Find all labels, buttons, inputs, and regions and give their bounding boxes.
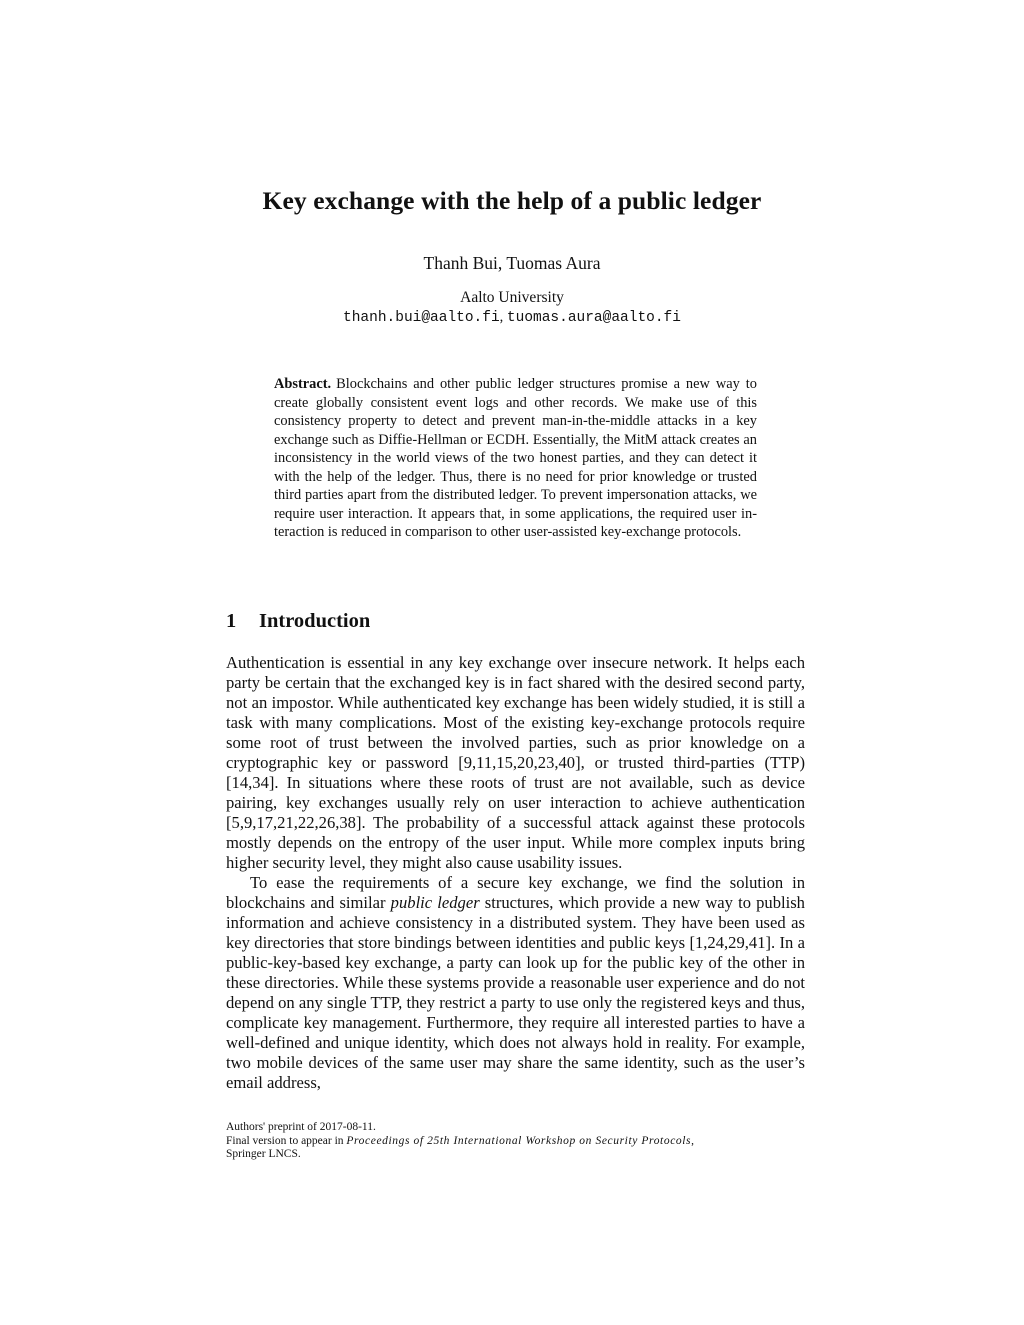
abstract xyxy=(274,375,757,542)
footnote-line-1: Authors' preprint of 2017-08-11. xyxy=(226,1121,376,1133)
footnote-line-2-start: Final version to appear in xyxy=(226,1134,347,1147)
paper-title: Key exchange with the help of a public ledger xyxy=(262,186,762,215)
email-separator: , xyxy=(499,309,507,325)
footnote-line-2 xyxy=(226,1135,805,1149)
author-emails xyxy=(0,309,1024,326)
footnote-venue: Proceedings of 25th International Workshop on Security Protocols xyxy=(346,1134,692,1147)
body-text xyxy=(226,653,805,1093)
section-heading xyxy=(226,610,370,633)
email-link-2[interactable]: tuomas.aura@aalto.fi xyxy=(506,310,681,326)
section-title: Introduction xyxy=(259,610,371,632)
abstract-text: Blockchains and other public ledger structures promise a new way to create globally consistent event logs and other records. We make use of this consistency property to detect and prevent man-in-the-middle attacks in a key exchange such as Diffie-Hellman or ECDH. Essentially, the MitM attack creates an inconsistency in the world views of the two honest parties, and they can detect it with the help of the ledger. Thus, there is no need for prior knowledge or trusted third parties apart from the distributed ledger. To prevent impersonation attacks, we require user interaction. It appears that, in some applications, the required user interaction is reduced in comparison to other user-assisted key-exchange protocols. xyxy=(274,376,757,540)
paragraph-2-rest: structures, which provide a new way to publish information and achieve consistency in a distributed system. They have been used as key directories that store bindings between identities and public keys [1,24,29,41]. In a public-key-based key exchange, a party can look up for the public key of the other in these directories. While these systems provide a reasonable user experience and do not depend on any single TTP, they restrict a party to use only the registered keys and thus, complicate key management. Furthermore, they require all interested parties to have a well-defined and unique identity, which does not always hold in reality. For example, two mobile devices of the same user may share the same identity, such as the user’s email address, xyxy=(226,893,805,1092)
email-link-1[interactable]: thanh.bui@aalto.fi xyxy=(343,310,500,326)
paragraph-2 xyxy=(226,873,805,1093)
footnote xyxy=(226,1121,805,1162)
affiliation: Aalto University xyxy=(460,289,564,306)
emphasis-public-ledger: public ledger xyxy=(390,893,480,912)
section-number: 1 xyxy=(226,610,237,632)
footnote-line-3: Springer LNCS. xyxy=(226,1148,301,1160)
paragraph-1: Authentication is essential in any key exchange over insecure network. It helps each party be certain that the exchanged key is in fact shared with the desired second party, not an impostor. While authenticated key exchange has been widely studied, it is still a task with many complications. Most of the existing key-exchange protocols require some root of trust between the involved parties, such as prior knowledge on a cryptographic key or password [9,11,15,20,23,40], or trusted third-parties (TTP) [14,34]. In situations where these roots of trust are not available, such as device pairing, key exchanges usually rely on user interaction to achieve authentication [5,9,17,21,22,26,38]. The probability of a successful attack against these protocols mostly depends on the entropy of the user input. While more complex inputs bring higher security level, they might also cause usability issues. xyxy=(226,653,805,872)
abstract-label: Abstract. xyxy=(274,376,332,392)
footnote-line-2-end: , xyxy=(691,1134,694,1147)
author-names: Thanh Bui, Tuomas Aura xyxy=(423,253,601,273)
paragraph-2-start: To ease the requirements of a secure key exchange, we find the solution in blockchains and similar xyxy=(226,873,805,912)
